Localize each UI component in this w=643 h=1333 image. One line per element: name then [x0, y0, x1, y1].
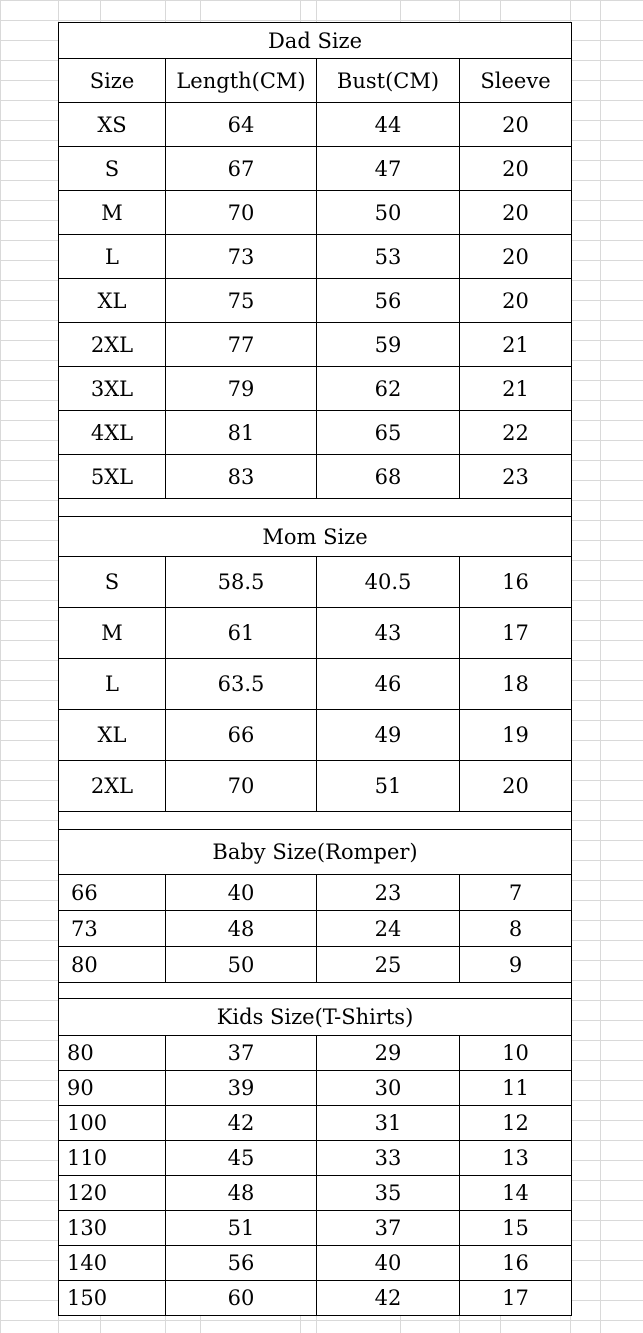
- table-row: [59, 147, 572, 191]
- size-cell: 2XL: [59, 323, 166, 367]
- sleeve-cell: 20: [460, 761, 572, 812]
- dad-title-row: [59, 23, 572, 59]
- dad-header-row: [59, 59, 572, 103]
- length-cell: 45: [166, 1141, 317, 1176]
- length-cell: 51: [166, 1211, 317, 1246]
- size-cell: XS: [59, 103, 166, 147]
- length-cell: 63.5: [166, 659, 317, 710]
- bust-cell: 43: [317, 608, 460, 659]
- size-cell: 110: [59, 1141, 166, 1176]
- size-cell: M: [59, 191, 166, 235]
- bust-cell: 65: [317, 411, 460, 455]
- kids-title-row: [59, 999, 572, 1036]
- size-chart-table: [58, 22, 572, 1316]
- length-cell: 81: [166, 411, 317, 455]
- table-row: [59, 455, 572, 499]
- baby-section-title: Baby Size(Romper): [59, 830, 572, 875]
- size-cell: 3XL: [59, 367, 166, 411]
- bust-cell: 29: [317, 1036, 460, 1071]
- size-cell: 150: [59, 1281, 166, 1316]
- bust-cell: 33: [317, 1141, 460, 1176]
- baby-title-row: [59, 830, 572, 875]
- bust-cell: 53: [317, 235, 460, 279]
- size-cell: S: [59, 557, 166, 608]
- bust-cell: 23: [317, 875, 460, 911]
- sleeve-cell: 23: [460, 455, 572, 499]
- table-row: [59, 608, 572, 659]
- mom-section-title: Mom Size: [59, 517, 572, 557]
- table-row: [59, 710, 572, 761]
- sleeve-cell: 10: [460, 1036, 572, 1071]
- table-row: [59, 191, 572, 235]
- sleeve-cell: 17: [460, 608, 572, 659]
- size-cell: 80: [59, 1036, 166, 1071]
- size-cell: XL: [59, 710, 166, 761]
- length-cell: 56: [166, 1246, 317, 1281]
- length-cell: 64: [166, 103, 317, 147]
- length-cell: 83: [166, 455, 317, 499]
- bust-cell: 56: [317, 279, 460, 323]
- spacer-row: [59, 499, 572, 517]
- sleeve-cell: 17: [460, 1281, 572, 1316]
- bust-cell: 47: [317, 147, 460, 191]
- size-cell: 130: [59, 1211, 166, 1246]
- sleeve-cell: 16: [460, 1246, 572, 1281]
- size-cell: 80: [59, 947, 166, 983]
- table-row: [59, 1246, 572, 1281]
- table-row: [59, 911, 572, 947]
- size-cell: 120: [59, 1176, 166, 1211]
- length-cell: 73: [166, 235, 317, 279]
- length-cell: 70: [166, 761, 317, 812]
- table-row: [59, 1071, 572, 1106]
- spacer-cell: [59, 983, 572, 999]
- sleeve-cell: 21: [460, 367, 572, 411]
- bust-cell: 42: [317, 1281, 460, 1316]
- length-cell: 50: [166, 947, 317, 983]
- mom-title-row: [59, 517, 572, 557]
- table-row: [59, 659, 572, 710]
- length-cell: 58.5: [166, 557, 317, 608]
- spacer-row: [59, 812, 572, 830]
- sleeve-cell: 22: [460, 411, 572, 455]
- dad-section-title: Dad Size: [59, 23, 572, 59]
- size-cell: 5XL: [59, 455, 166, 499]
- sleeve-cell: 21: [460, 323, 572, 367]
- bust-cell: 40.5: [317, 557, 460, 608]
- length-cell: 75: [166, 279, 317, 323]
- sleeve-cell: 18: [460, 659, 572, 710]
- sleeve-cell: 8: [460, 911, 572, 947]
- size-cell: 66: [59, 875, 166, 911]
- table-row: [59, 557, 572, 608]
- size-cell: XL: [59, 279, 166, 323]
- column-header-size: Size: [59, 59, 166, 103]
- table-row: [59, 1176, 572, 1211]
- table-row: [59, 947, 572, 983]
- table-row: [59, 235, 572, 279]
- table-row: [59, 1141, 572, 1176]
- bust-cell: 59: [317, 323, 460, 367]
- sleeve-cell: 14: [460, 1176, 572, 1211]
- sleeve-cell: 7: [460, 875, 572, 911]
- table-row: [59, 279, 572, 323]
- size-cell: M: [59, 608, 166, 659]
- column-header-bust: Bust(CM): [317, 59, 460, 103]
- size-cell: 90: [59, 1071, 166, 1106]
- sleeve-cell: 20: [460, 103, 572, 147]
- size-cell: 73: [59, 911, 166, 947]
- bust-cell: 49: [317, 710, 460, 761]
- size-cell: 100: [59, 1106, 166, 1141]
- size-cell: 2XL: [59, 761, 166, 812]
- length-cell: 37: [166, 1036, 317, 1071]
- sleeve-cell: 20: [460, 235, 572, 279]
- length-cell: 40: [166, 875, 317, 911]
- bust-cell: 37: [317, 1211, 460, 1246]
- bust-cell: 31: [317, 1106, 460, 1141]
- sleeve-cell: 11: [460, 1071, 572, 1106]
- table-row: [59, 323, 572, 367]
- bust-cell: 30: [317, 1071, 460, 1106]
- sleeve-cell: 12: [460, 1106, 572, 1141]
- length-cell: 60: [166, 1281, 317, 1316]
- table-row: [59, 1036, 572, 1071]
- size-cell: L: [59, 659, 166, 710]
- size-cell: 4XL: [59, 411, 166, 455]
- sleeve-cell: 20: [460, 279, 572, 323]
- sleeve-cell: 20: [460, 191, 572, 235]
- sleeve-cell: 9: [460, 947, 572, 983]
- table-row: [59, 1281, 572, 1316]
- length-cell: 66: [166, 710, 317, 761]
- size-cell: L: [59, 235, 166, 279]
- bust-cell: 40: [317, 1246, 460, 1281]
- length-cell: 77: [166, 323, 317, 367]
- bust-cell: 46: [317, 659, 460, 710]
- length-cell: 70: [166, 191, 317, 235]
- table-row: [59, 411, 572, 455]
- bust-cell: 24: [317, 911, 460, 947]
- table-row: [59, 103, 572, 147]
- sleeve-cell: 16: [460, 557, 572, 608]
- length-cell: 79: [166, 367, 317, 411]
- bust-cell: 51: [317, 761, 460, 812]
- length-cell: 48: [166, 1176, 317, 1211]
- bust-cell: 62: [317, 367, 460, 411]
- length-cell: 67: [166, 147, 317, 191]
- bust-cell: 44: [317, 103, 460, 147]
- column-header-sleeve: Sleeve: [460, 59, 572, 103]
- size-cell: 140: [59, 1246, 166, 1281]
- length-cell: 39: [166, 1071, 317, 1106]
- table-row: [59, 367, 572, 411]
- table-row: [59, 1211, 572, 1246]
- kids-section-title: Kids Size(T-Shirts): [59, 999, 572, 1036]
- spacer-cell: [59, 499, 572, 517]
- bust-cell: 35: [317, 1176, 460, 1211]
- table-row: [59, 1106, 572, 1141]
- spacer-row: [59, 983, 572, 999]
- length-cell: 48: [166, 911, 317, 947]
- length-cell: 61: [166, 608, 317, 659]
- table-row: [59, 875, 572, 911]
- bust-cell: 50: [317, 191, 460, 235]
- size-cell: S: [59, 147, 166, 191]
- bust-cell: 25: [317, 947, 460, 983]
- sleeve-cell: 19: [460, 710, 572, 761]
- sleeve-cell: 13: [460, 1141, 572, 1176]
- sleeve-cell: 20: [460, 147, 572, 191]
- column-header-length: Length(CM): [166, 59, 317, 103]
- length-cell: 42: [166, 1106, 317, 1141]
- bust-cell: 68: [317, 455, 460, 499]
- spacer-cell: [59, 812, 572, 830]
- sleeve-cell: 15: [460, 1211, 572, 1246]
- table-row: [59, 761, 572, 812]
